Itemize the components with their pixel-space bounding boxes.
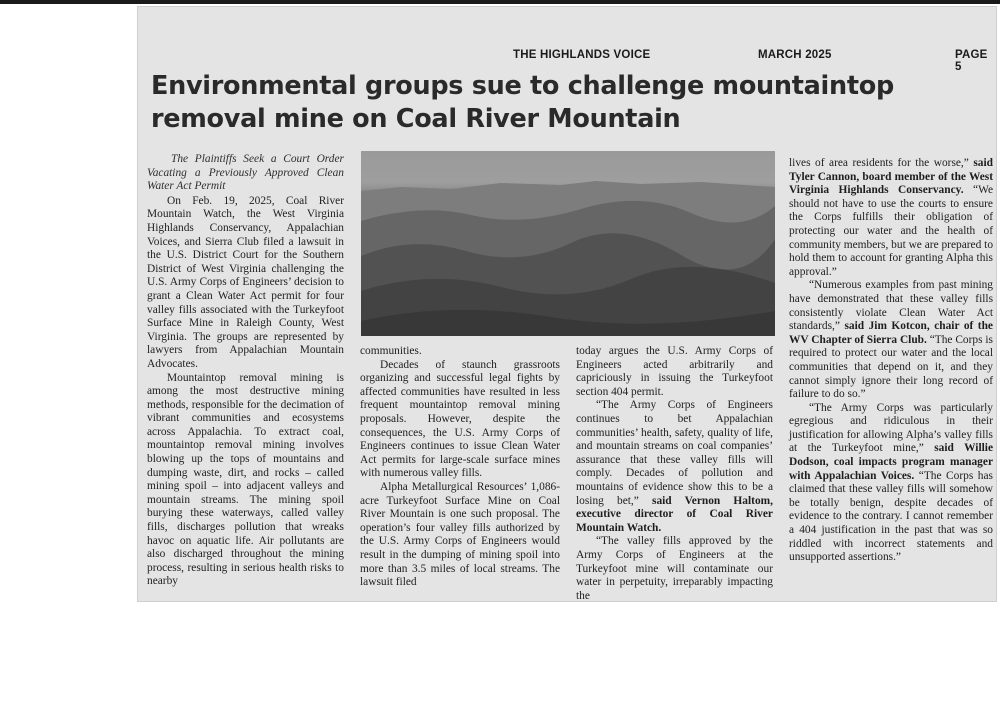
page-number: PAGE 5 xyxy=(955,49,988,73)
paragraph: On Feb. 19, 2025, Coal River Mountain Watch, the West Virginia Highlands Conservancy, Appalachian Voices, and Sierra Club filed a lawsuit in the U.S. District Court for the Southern District of West Virginia challenging the U.S. Army Corps of Engineers’ decision to grant a Clean Water Act permit for four valley fills associated with the Turkeyfoot Surface Mine in Raleigh County, West Virginia. The groups are represented by lawyers from Appalachian Mountain Advocates. xyxy=(147,194,344,370)
quote-attribution: said Vernon Haltom, executive director of Coal River Mountain Watch. xyxy=(576,494,773,534)
quote-attribution: said Willie Dodson, coal impacts program manager with Appalachian Voices. xyxy=(789,442,993,482)
quote-paragraph xyxy=(789,402,993,565)
scan-top-edge xyxy=(0,0,1000,4)
quote-text: “The Corps is required to protect our water and the local communities that depend on it, and they cannot simply ignore their long record of failure to do so.” xyxy=(789,333,993,401)
quote-text: “We should not have to use the courts to ensure the Corps fulfills their obligation of protecting our water and the health of community members, but we are prepared to hold them to account for granting Alpha this approval.” xyxy=(789,184,994,278)
paragraph: “The valley fills approved by the Army Corps of Engineers at the Turkeyfoot mine will contaminate our water in perpetuity, irreparably impacting the xyxy=(576,535,773,602)
article-column-3 xyxy=(576,345,773,602)
article-headline: Environmental groups sue to challenge mountaintop removal mine on Coal River Mountain xyxy=(151,71,894,134)
publication-name: THE HIGHLANDS VOICE xyxy=(513,49,651,61)
article-column-1 xyxy=(147,153,344,589)
mountain-landscape-photo xyxy=(361,151,775,336)
paragraph: Decades of staunch grassroots organizing and successful legal fights by affected communities have resulted in less frequent mountaintop removal mining proposals. However, despite the consequences, the U.S. Army Corps of Engineers continues to issue Clean Water Act permits for large-scale surface mines with numerous valley fills. xyxy=(360,358,560,480)
paragraph: Alpha Metallurgical Resources’ 1,086-acre Turkeyfoot Surface Mine on Coal River Mountain is one such proposal. The operation’s four valley fills authorized by the U.S. Army Corps of Engineers would result in the dumping of mining spoil into more than 3.5 miles of local streams. The lawsuit filed xyxy=(360,480,560,589)
quote-text: “Numerous examples from past mining have demonstrated that these valley fills consistently violate Clean Water Act standards,” xyxy=(789,279,993,333)
quote-text: “The Army Corps was particularly egregious and ridiculous in their justification for allowing Alpha’s valley fills at the Turkeyfoot mine,” xyxy=(789,401,993,455)
paragraph: Mountaintop removal mining is among the most destructive mining methods, responsible for the decimation of vibrant communities and ecosystems across Appalachia. To extract coal, mountaintop removal mining involves blowing up the tops of mountains and dumping waste, dirt, and rocks – called mining spoil – into adjacent valleys and mountain streams. The mining spoil burying these waterways, called valley fills, discharges pollution that wreaks havoc on aquatic life. Air pollutants are also discharged throughout the mining process, resulting in serious health risks to nearby xyxy=(147,371,344,588)
quote-text: “The Corps has claimed that these valley fills will somehow be totally benign, despite decades of evidence to the contrary. I cannot remember a 404 justification in the past that was so riddled with incorrect statements and unsupported assertions.” xyxy=(789,469,993,564)
paragraph: communities. xyxy=(360,345,422,357)
issue-date: MARCH 2025 xyxy=(758,49,832,61)
quote-text: “The Army Corps of Engineers continues to bet Appalachian communities’ health, safety, quality of life, and mountain streams on coal companies’ assurance that these valley fills will comply. Decades of pollution and mountains of evidence show this to be a losing bet,” xyxy=(576,399,773,507)
quote-paragraph xyxy=(789,279,993,401)
quote-paragraph xyxy=(789,157,993,279)
quote-paragraph xyxy=(576,399,773,535)
quote-text: lives of area residents for the worse,” xyxy=(789,157,969,169)
newspaper-page xyxy=(137,6,997,602)
paragraph: today argues the U.S. Army Corps of Engineers acted arbitrarily and capriciously in issuing the Turkeyfoot section 404 permit. xyxy=(576,345,773,398)
quote-attribution: said Tyler Cannon, board member of the West Virginia Highlands Conservancy. xyxy=(789,157,993,197)
article-column-2 xyxy=(360,345,560,590)
quote-attribution: said Jim Kotcon, chair of the WV Chapter of Sierra Club. xyxy=(789,320,993,346)
mountain-landscape-icon xyxy=(361,151,775,336)
article-column-4 xyxy=(789,157,993,565)
article-dek: The Plaintiffs Seek a Court Order Vacating a Previously Approved Clean Water Act Permit xyxy=(147,153,344,193)
